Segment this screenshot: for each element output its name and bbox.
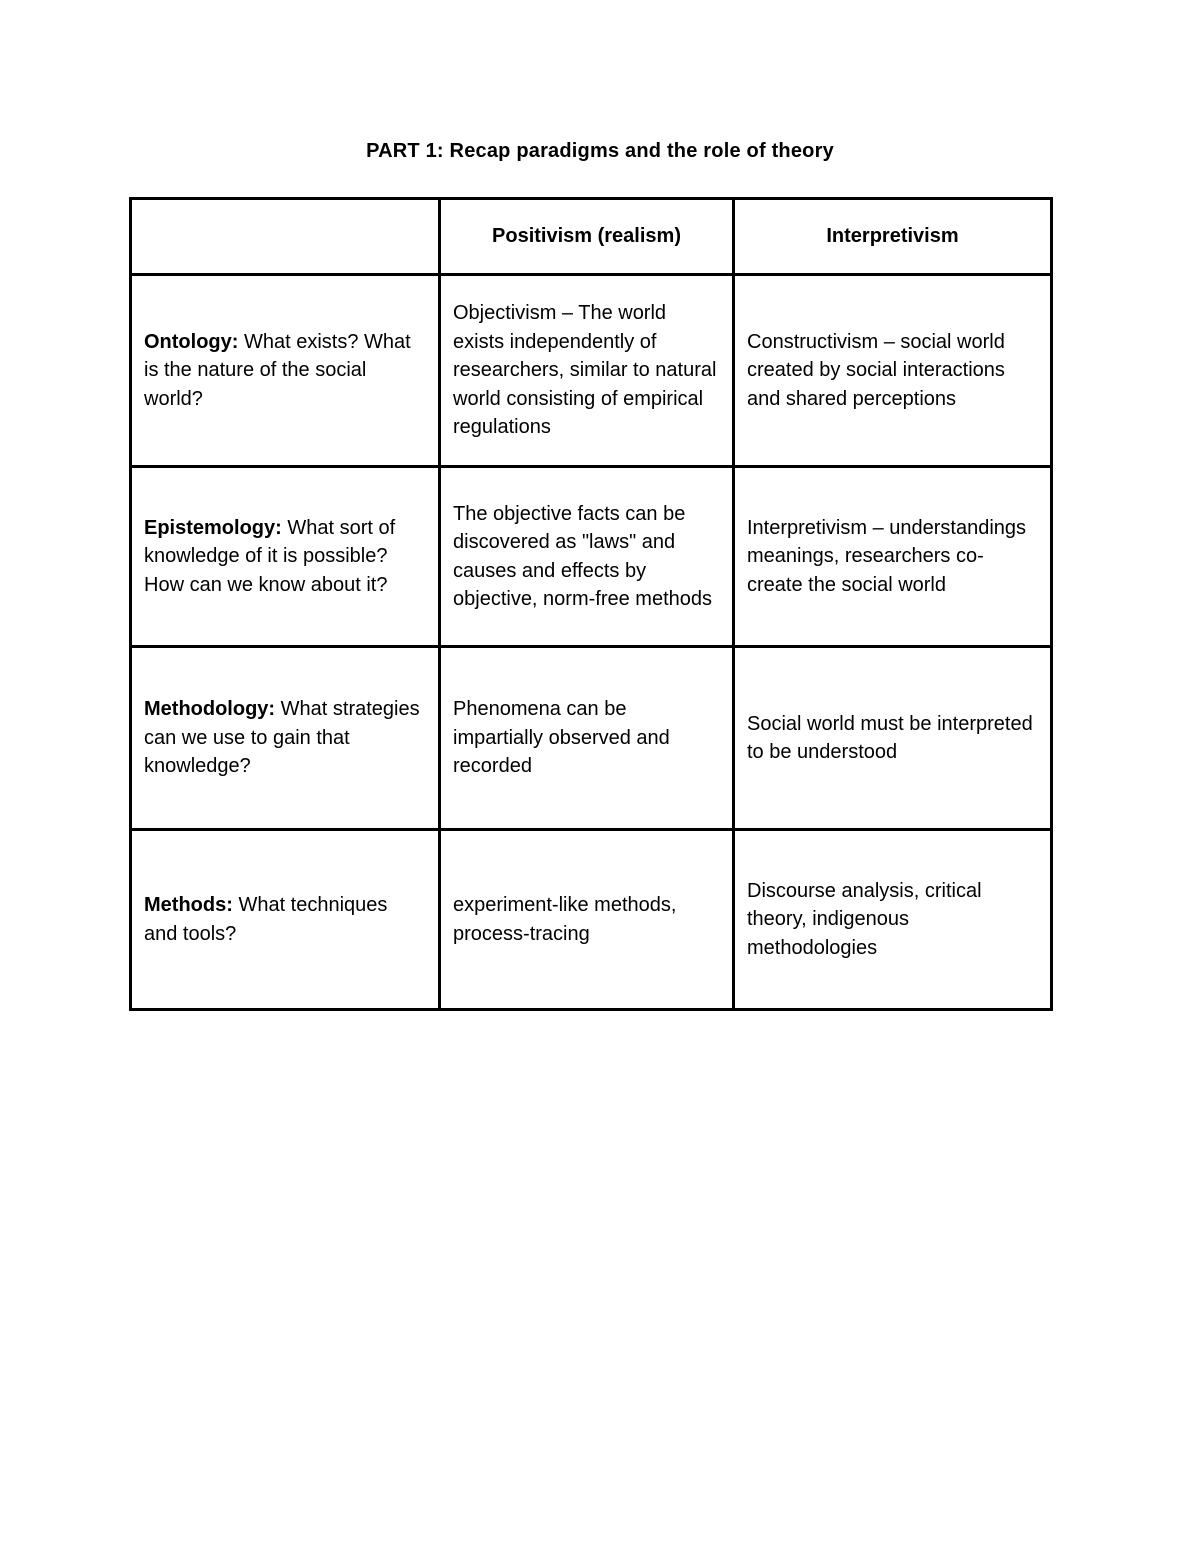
table-row-methods — [131, 830, 1052, 1010]
interpretivism-cell: Constructivism – social world created by social interactions and shared perceptions — [734, 275, 1052, 467]
row-label-cell — [131, 647, 440, 830]
header-cell-interpretivism: Interpretivism — [734, 199, 1052, 275]
row-question: What techniques and tools? — [144, 894, 388, 945]
positivism-cell: experiment-like methods, process-tracing — [440, 830, 734, 1010]
row-question: What strategies can we use to gain that knowledge? — [144, 698, 420, 778]
header-cell-empty — [131, 199, 440, 275]
table-header-row — [131, 199, 1052, 275]
header-cell-positivism: Positivism (realism) — [440, 199, 734, 275]
positivism-cell: Objectivism – The world exists independently of researchers, similar to natural world consisting of empirical regulations — [440, 275, 734, 467]
paradigms-table — [129, 197, 1053, 1011]
row-label: Methodology: — [144, 698, 276, 721]
row-label: Methods: — [144, 894, 233, 916]
row-label-cell — [131, 830, 440, 1010]
row-question: What sort of knowledge of it is possible? How can we know about it? — [144, 516, 396, 596]
table-row-epistemology — [131, 467, 1052, 647]
interpretivism-cell: Social world must be interpreted to be understood — [734, 647, 1052, 830]
positivism-cell: The objective facts can be discovered as "laws" and causes and effects by objective, norm-free methods — [440, 467, 734, 647]
row-label: Ontology: — [144, 330, 239, 353]
row-question: What exists? What is the nature of the social world? — [144, 330, 411, 410]
interpretivism-cell: Discourse analysis, critical theory, indigenous methodologies — [734, 830, 1052, 1010]
row-label-cell — [131, 467, 440, 647]
table-row-methodology — [131, 647, 1052, 830]
row-label: Epistemology: — [144, 516, 282, 539]
table-row-ontology — [131, 275, 1052, 467]
interpretivism-cell: Interpretivism – understandings meanings, researchers co-create the social world — [734, 467, 1052, 647]
row-label-cell — [131, 275, 440, 467]
positivism-cell: Phenomena can be impartially observed and recorded — [440, 647, 734, 830]
page-title: PART 1: Recap paradigms and the role of theory — [366, 140, 834, 162]
